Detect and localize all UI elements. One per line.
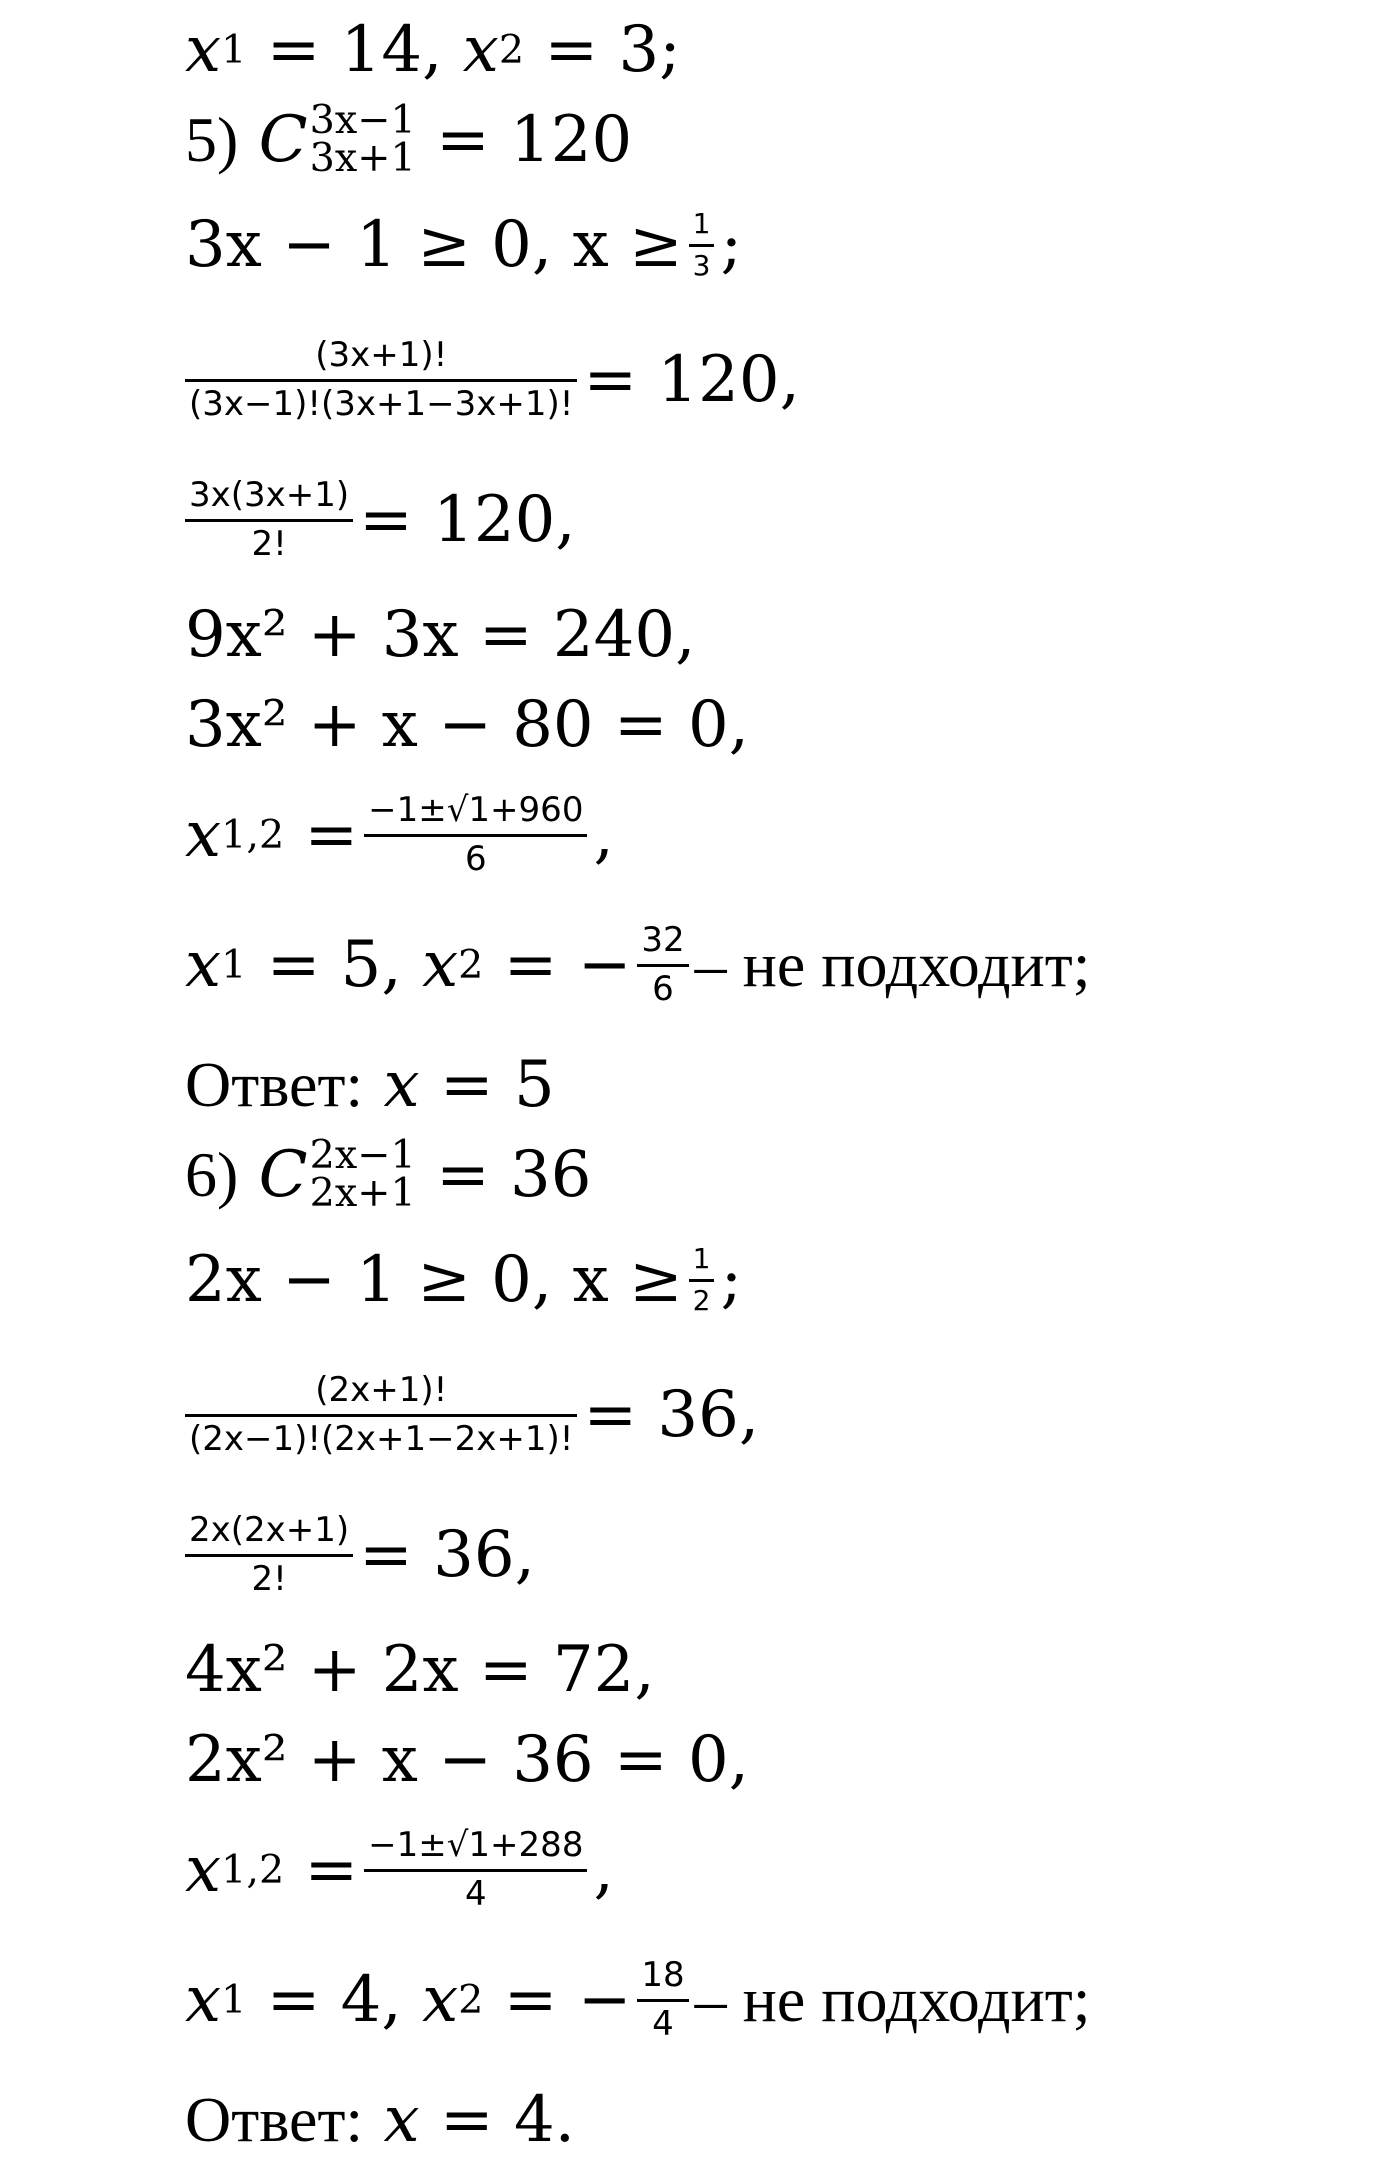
roots-fraction [364,1827,587,1913]
domain-condition: 2x − 1 ≥ 0, x ≥ $\frac{1}{2}$ ; [185,1241,743,1317]
fraction-numerator: −1±√1+288 [368,1825,584,1866]
quadratic-formula: x 1,2 = $\frac{-1\pm√1+960}{6}$ , [185,790,614,879]
x2-fraction [637,1957,688,2043]
fraction-numerator: 1 [692,1241,711,1275]
fraction-denominator: 3 [692,248,711,282]
quadratic-formula: x 1,2 = $\frac{-1\pm√1+288}{4}$ , [185,1825,614,1914]
combination-upper: 2x−1 [309,1132,416,1179]
domain-text: 2x − 1 ≥ 0, x ≥ [185,1243,683,1317]
factorial-equation [185,320,800,440]
roots-fraction [364,792,587,878]
fraction-numerator: (2x+1)! [315,1370,448,1411]
fraction-denominator: (3x−1)!(3x+1−3x+1)! [189,383,574,424]
problem-number: 5) [185,104,239,175]
fraction-numerator: 18 [641,1955,685,1996]
quadratic-equation [185,1715,749,1805]
problem-number: 6) [185,1139,239,1210]
fraction-denominator: 6 [464,838,487,879]
expanded-equation [185,590,695,680]
answer-value: 5 [513,1048,555,1122]
fraction-denominator: 4 [464,1873,487,1914]
answer-label: Ответ: [185,1049,364,1120]
roots-result: x 1 = 4 , x 2 = − $\frac{18}{4}$ – не подходит; [185,1955,1091,2044]
answer-label: Ответ: [185,2084,364,2155]
fraction-denominator: 4 [652,2003,674,2044]
equation-text: 2x² + x − 36 = 0, [185,1723,749,1797]
fraction-numerator: (3x+1)! [315,335,448,376]
factorial-fraction [185,337,577,423]
equation-rhs: = 36, [583,1378,760,1452]
domain-condition: 3x − 1 ≥ 0, x ≥ $\frac{1}{3}$ ; [185,206,743,282]
problem-5-header: 5) C 3x−1 3x+1 = 120 [185,97,633,181]
fraction-denominator: 6 [652,968,674,1009]
answer-value: 4. [513,2083,575,2157]
fraction-denominator: 2! [251,1558,287,1599]
x2-value: 3 [618,13,660,87]
equation-rhs: = 120, [583,343,800,417]
equation-rhs: = 36, [359,1518,535,1592]
equation-text: 9x² + 3x = 240, [185,598,696,672]
factorial-equation [185,1355,759,1475]
fraction-denominator: 2 [692,1283,711,1317]
domain-fraction [689,1241,715,1317]
equation-rhs: = 120, [359,483,576,557]
fraction-denominator: (2x−1)!(2x+1−2x+1)! [189,1418,574,1459]
factorial-fraction [185,1372,577,1458]
answer-6: Ответ: x = 4. [185,2083,575,2157]
x1-value: 4 [340,1963,382,2037]
roots-result: x 1 = 5 , x 2 = − $\frac{32}{6}$ – не подходит; [185,920,1091,1009]
simplified-equation [185,465,576,575]
problem-6-header: 6) C 2x−1 2x+1 = 36 [185,1132,592,1216]
x2-fraction [637,922,688,1008]
x1-value: 14 [340,13,423,87]
domain-fraction [689,206,715,282]
simplified-fraction [185,1512,353,1598]
equation-rhs: 36 [510,1138,592,1212]
fraction-numerator: 3x(3x+1) [189,475,350,516]
fraction-numerator: 32 [641,920,685,961]
combination-upper: 3x−1 [309,97,416,144]
combination-symbol: C [258,1138,308,1212]
simplified-fraction [185,477,353,563]
fraction-numerator: 1 [692,206,711,240]
x1-value: 5 [340,928,382,1002]
equation-text: 3x² + x − 80 = 0, [185,688,749,762]
domain-text: 3x − 1 ≥ 0, x ≥ [185,208,683,282]
fraction-denominator: 2! [251,523,287,564]
fraction-numerator: −1±√1+960 [368,790,584,831]
combination-lower: 2x+1 [309,1170,416,1216]
rejection-note: не подходит; [742,929,1091,1000]
answer-5: Ответ: x = 5 [185,1048,555,1122]
fraction-numerator: 2x(2x+1) [189,1510,350,1551]
line-roots-prev: x 1 = 14 , x 2 = 3 ; [185,13,681,87]
simplified-equation [185,1500,535,1610]
rejection-note: не подходит; [742,1964,1091,2035]
equation-text: 4x² + 2x = 72, [185,1633,655,1707]
expanded-equation [185,1625,655,1715]
equation-rhs: 120 [510,103,633,177]
quadratic-equation [185,680,749,770]
combination-lower: 3x+1 [309,135,416,181]
combination-symbol: C [258,103,308,177]
